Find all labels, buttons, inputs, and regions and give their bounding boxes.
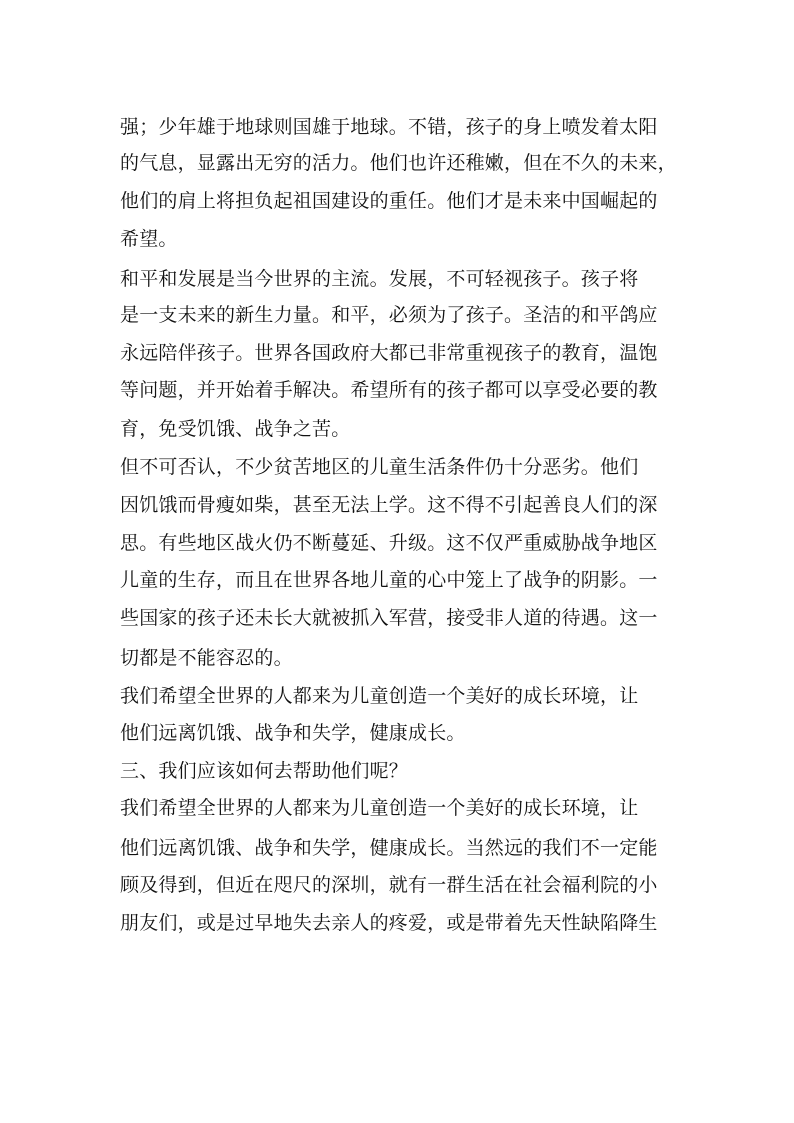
text-line: 儿童的生存，而且在世界各地儿童的心中笼上了战争的阴影。一 <box>120 569 658 591</box>
text-line: 切都是不能容忍的。 <box>120 647 293 669</box>
text-line: 但不可否认，不少贫苦地区的儿童生活条件仍十分恶劣。他们 <box>120 456 639 478</box>
text-line: 和平和发展是当今世界的主流。发展，不可轻视孩子。孩子将 <box>120 268 639 290</box>
text-line: 顾及得到，但近在咫尺的深圳，就有一群生活在社会福利院的小 <box>120 874 658 896</box>
section-heading: 三、我们应该如何去帮助他们呢？ <box>120 760 409 782</box>
text-line: 是一支未来的新生力量。和平，必须为了孩子。圣洁的和平鸽应 <box>120 304 658 326</box>
text-line: 些国家的孩子还未长大就被抓入军营，接受非人道的待遇。这一 <box>120 607 658 629</box>
text-line: 育，免受饥饿、战争之苦。 <box>120 418 351 440</box>
text-line: 希望。 <box>120 228 178 250</box>
text-line: 等问题，并开始着手解决。希望所有的孩子都可以享受必要的教 <box>120 379 658 401</box>
text-line: 思。有些地区战火仍不断蔓延、升级。这不仅严重威胁战争地区 <box>120 532 658 554</box>
text-line: 因饥饿而骨瘦如柴，甚至无法上学。这不得不引起善良人们的深 <box>120 494 658 516</box>
text-line: 他们远离饥饿、战争和失学，健康成长。 <box>120 722 466 744</box>
text-line: 永远陪伴孩子。世界各国政府大都已非常重视孩子的教育，温饱 <box>120 342 658 364</box>
text-line: 的气息，显露出无穷的活力。他们也许还稚嫩，但在不久的未来， <box>120 152 677 174</box>
text-line: 我们希望全世界的人都来为儿童创造一个美好的成长环境，让 <box>120 797 639 819</box>
text-line: 强；少年雄于地球则国雄于地球。不错，孩子的身上喷发着太阳 <box>120 116 658 138</box>
text-line: 朋友们，或是过早地失去亲人的疼爱，或是带着先天性缺陷降生 <box>120 912 658 934</box>
text-line: 他们的肩上将担负起祖国建设的重任。他们才是未来中国崛起的 <box>120 190 658 212</box>
text-line: 他们远离饥饿、战争和失学，健康成长。当然远的我们不一定能 <box>120 837 658 859</box>
text-line: 我们希望全世界的人都来为儿童创造一个美好的成长环境，让 <box>120 685 639 707</box>
